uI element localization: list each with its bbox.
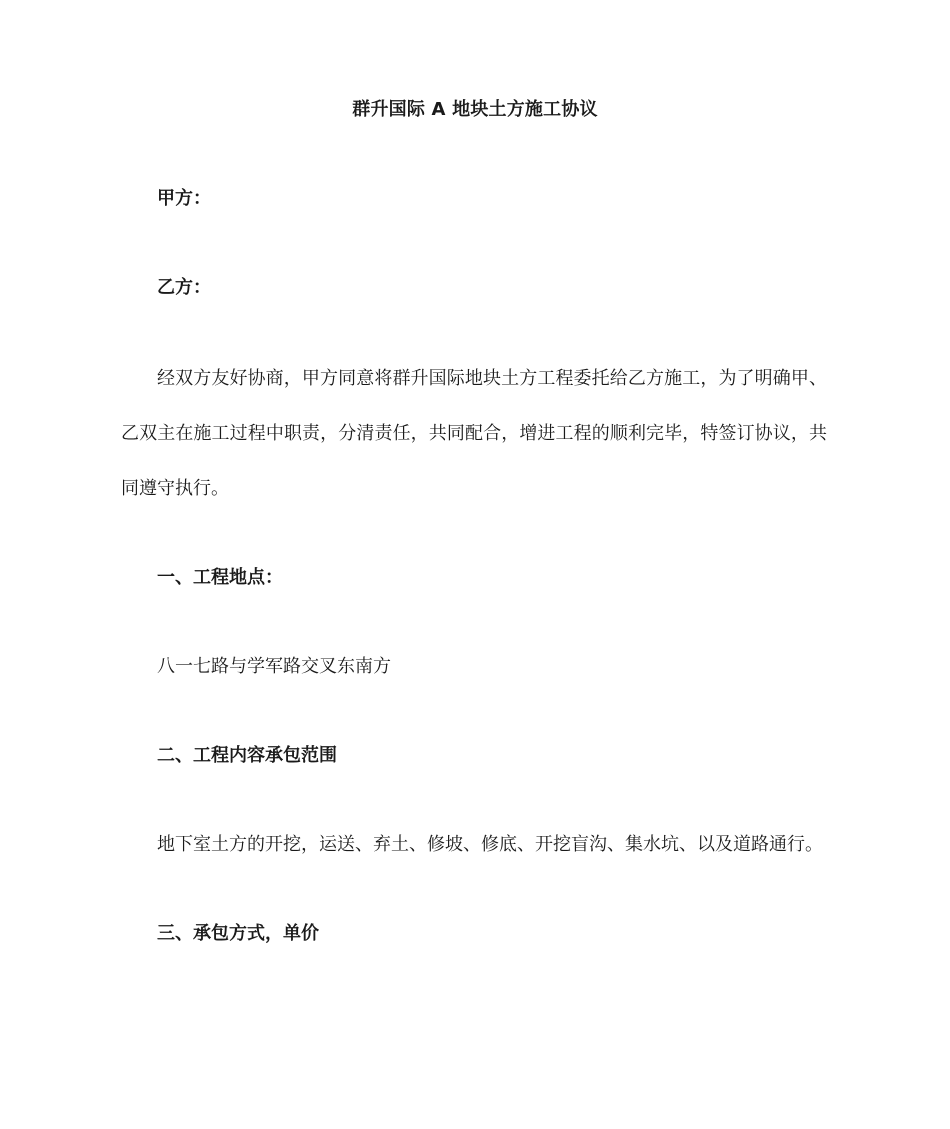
section-heading-scope: 二、工程内容承包范围	[157, 745, 337, 766]
document-title: 群升国际 A 地块土方施工协议	[352, 99, 598, 120]
intro-line-2: 乙双主在施工过程中职责，分清责任，共同配合，增进工程的顺利完毕，特签订协议，共	[121, 423, 827, 444]
intro-line-3: 同遵守执行。	[121, 478, 229, 499]
section-heading-location: 一、工程地点：	[157, 567, 283, 588]
section-body-location: 八一七路与学军路交叉东南方	[157, 656, 391, 677]
party-a-label: 甲方：	[157, 188, 211, 209]
party-b-label: 乙方：	[157, 277, 211, 298]
section-body-scope: 地下室土方的开挖，运送、弃土、修坡、修底、开挖盲沟、集水坑、以及道路通行。	[157, 834, 823, 855]
section-heading-contract-method: 三、承包方式，单价	[157, 923, 319, 944]
intro-line-1: 经双方友好协商，甲方同意将群升国际地块土方工程委托给乙方施工，为了明确甲、	[157, 368, 827, 389]
